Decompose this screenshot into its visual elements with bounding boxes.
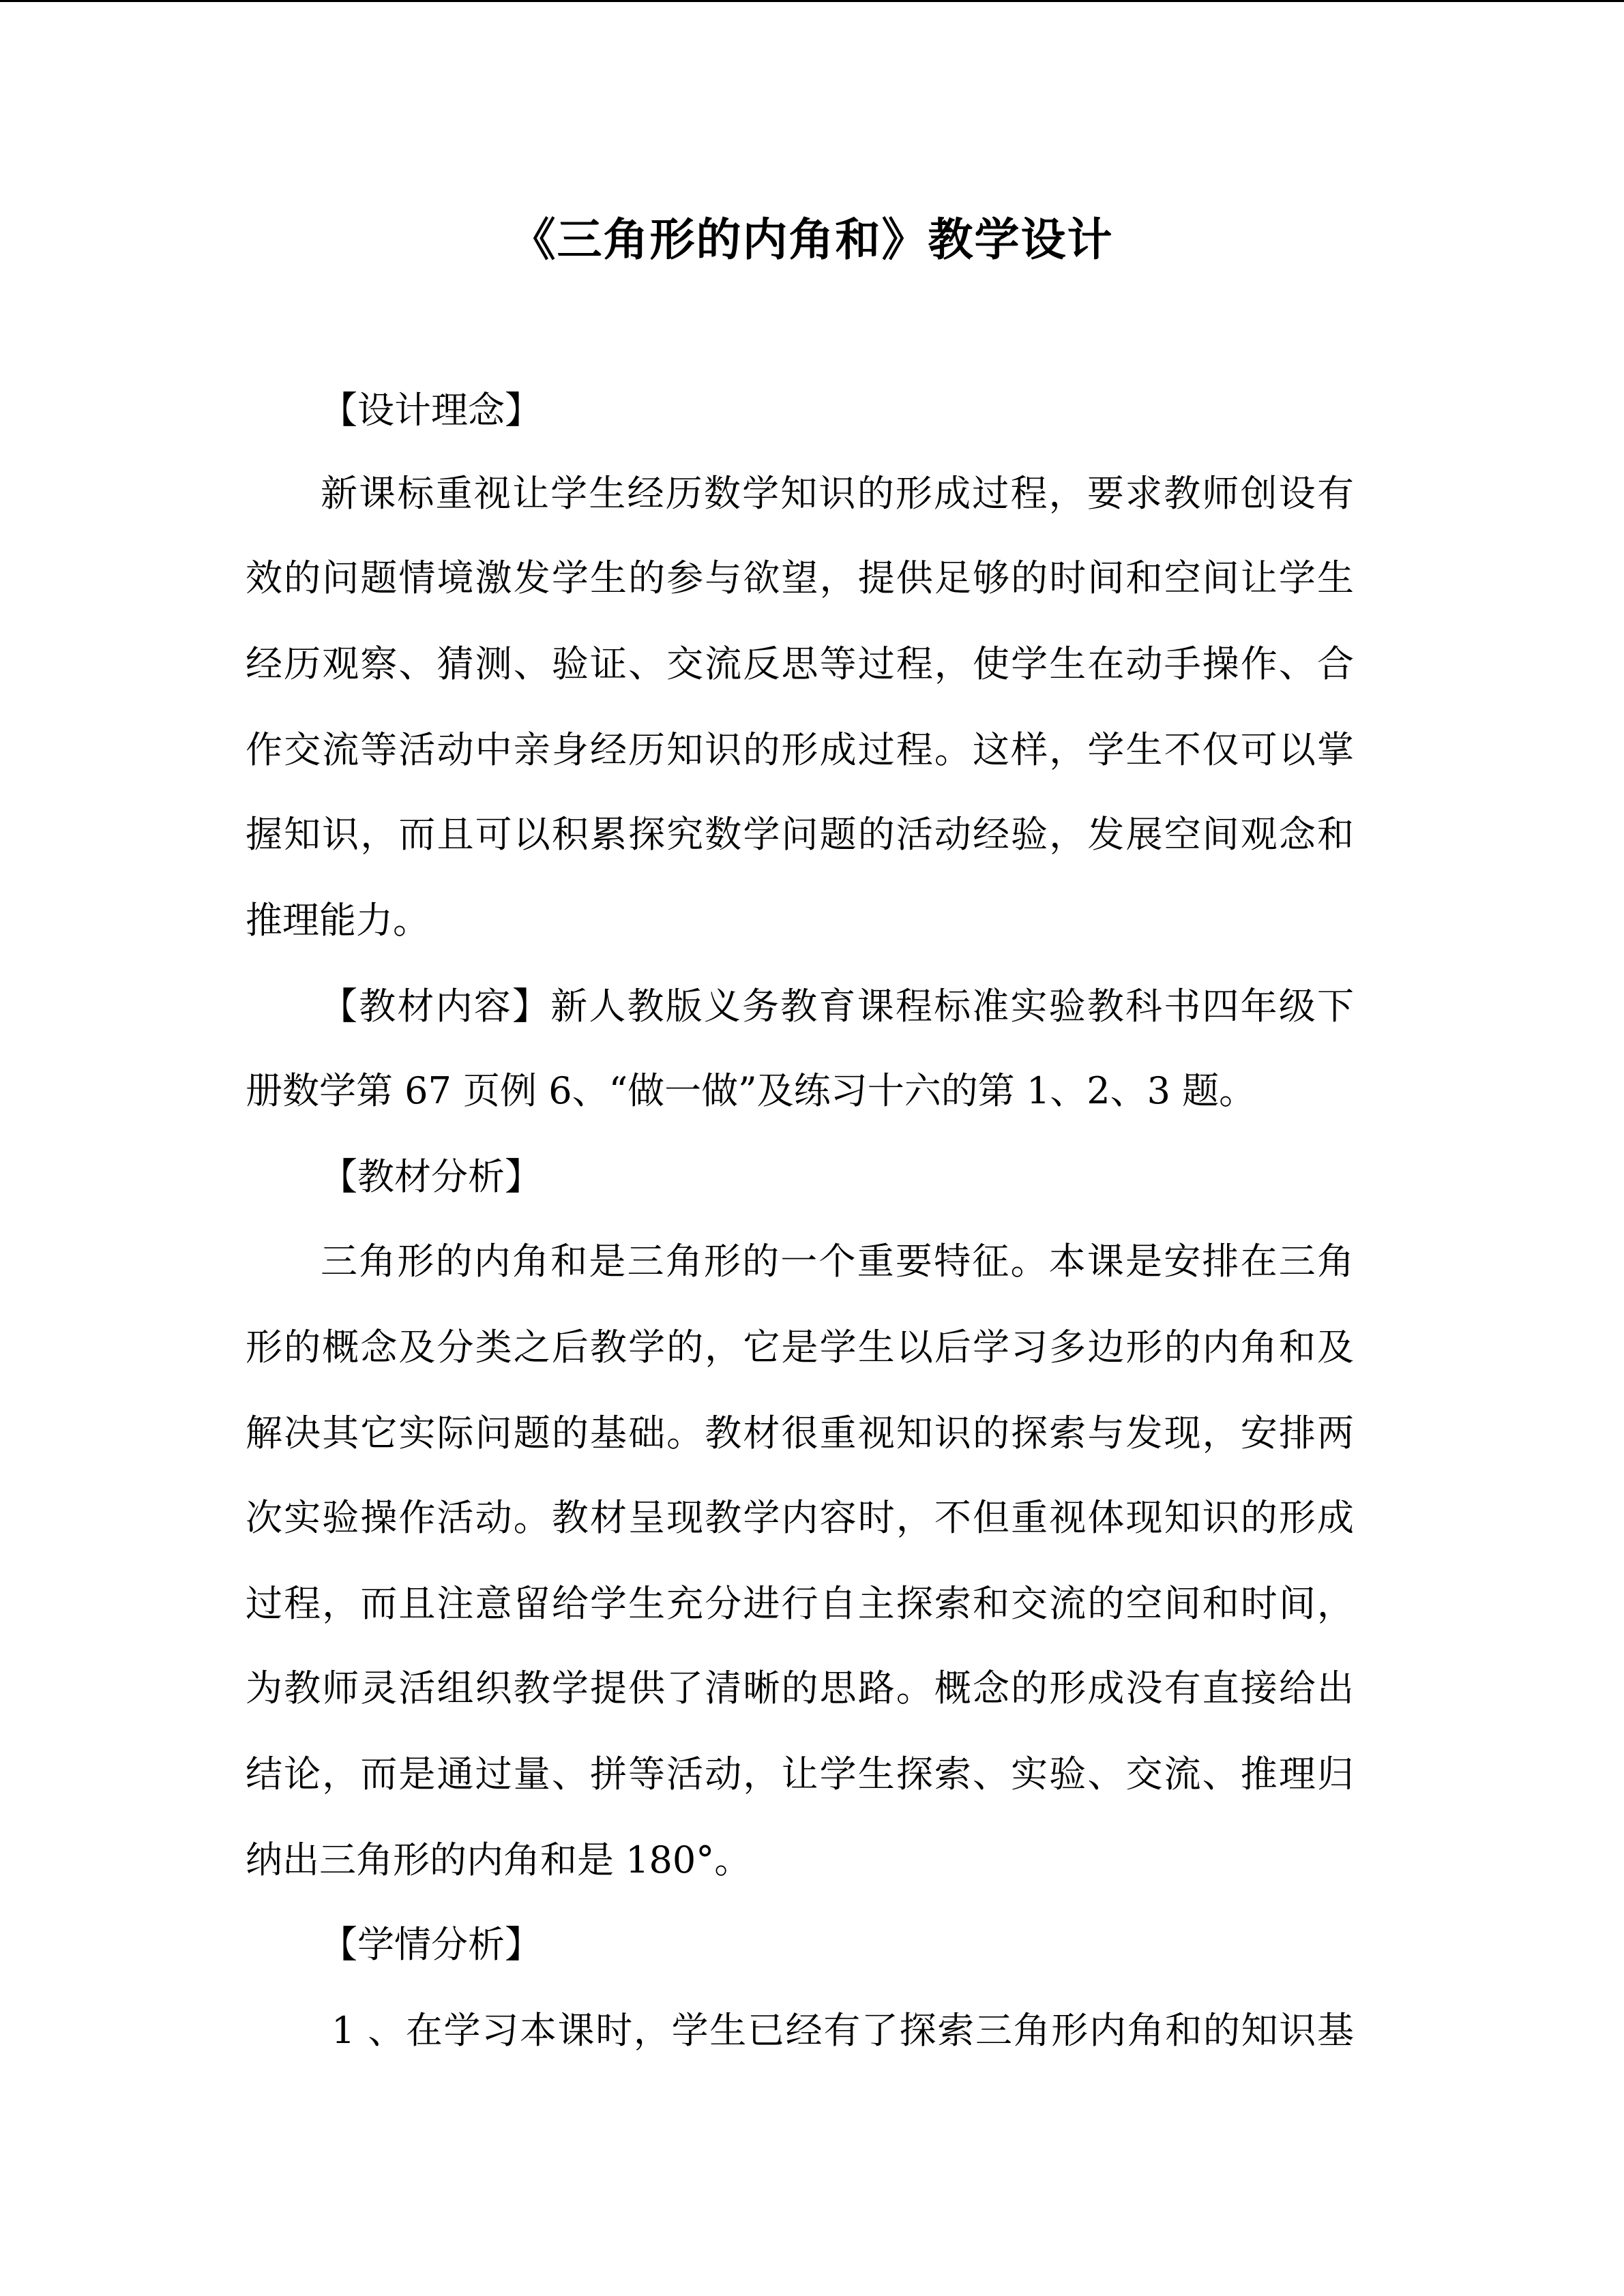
paragraph-line: 为教师灵活组织教学提供了清晰的思路。概念的形成没有直接给出 bbox=[246, 1667, 1354, 1710]
paragraph-line: 过程，而且注意留给学生充分进行自主探索和交流的空间和时间， bbox=[246, 1582, 1354, 1625]
paragraph-line: 推理能力。 bbox=[246, 899, 430, 942]
document-title: 《三角形的内角和》教学设计 bbox=[510, 213, 1114, 266]
section-heading-student-analysis: 【学情分析】 bbox=[321, 1923, 542, 1966]
page-top-border bbox=[0, 0, 1624, 2]
paragraph-line: 经历观察、猜测、验证、交流反思等过程，使学生在动手操作、合 bbox=[246, 642, 1354, 685]
paragraph-line: 结论，而是通过量、拼等活动，让学生探索、实验、交流、推理归 bbox=[246, 1753, 1354, 1795]
paragraph-line: 新课标重视让学生经历数学知识的形成过程，要求教师创设有 bbox=[321, 472, 1354, 515]
paragraph-line: 形的概念及分类之后教学的，它是学生以后学习多边形的内角和及 bbox=[246, 1326, 1354, 1369]
paragraph-line: 握知识，而且可以积累探究数学问题的活动经验，发展空间观念和 bbox=[246, 813, 1354, 856]
paragraph-line: 三角形的内角和是三角形的一个重要特征。本课是安排在三角 bbox=[321, 1240, 1354, 1283]
paragraph-line: 1 、在学习本课时，学生已经有了探索三角形内角和的知识基 bbox=[331, 2009, 1354, 2052]
textbook-content-line: 【教材内容】新人教版义务教育课程标准实验教科书四年级下 bbox=[321, 985, 1354, 1028]
paragraph-line: 解决其它实际问题的基础。教材很重视知识的探索与发现，安排两 bbox=[246, 1412, 1354, 1455]
paragraph-line: 作交流等活动中亲身经历知识的形成过程。这样，学生不仅可以掌 bbox=[246, 728, 1354, 771]
paragraph-line: 纳出三角形的内角和是 180°。 bbox=[246, 1838, 752, 1881]
section-heading-design-concept: 【设计理念】 bbox=[321, 389, 542, 432]
textbook-content-line: 册数学第 67 页例 6、“做一做”及练习十六的第 1、2、3 题。 bbox=[246, 1069, 1256, 1112]
paragraph-line: 效的问题情境激发学生的参与欲望，提供足够的时间和空间让学生 bbox=[246, 556, 1354, 599]
section-heading-textbook-analysis: 【教材分析】 bbox=[321, 1155, 542, 1198]
paragraph-line: 次实验操作活动。教材呈现教学内容时，不但重视体现知识的形成 bbox=[246, 1496, 1354, 1539]
